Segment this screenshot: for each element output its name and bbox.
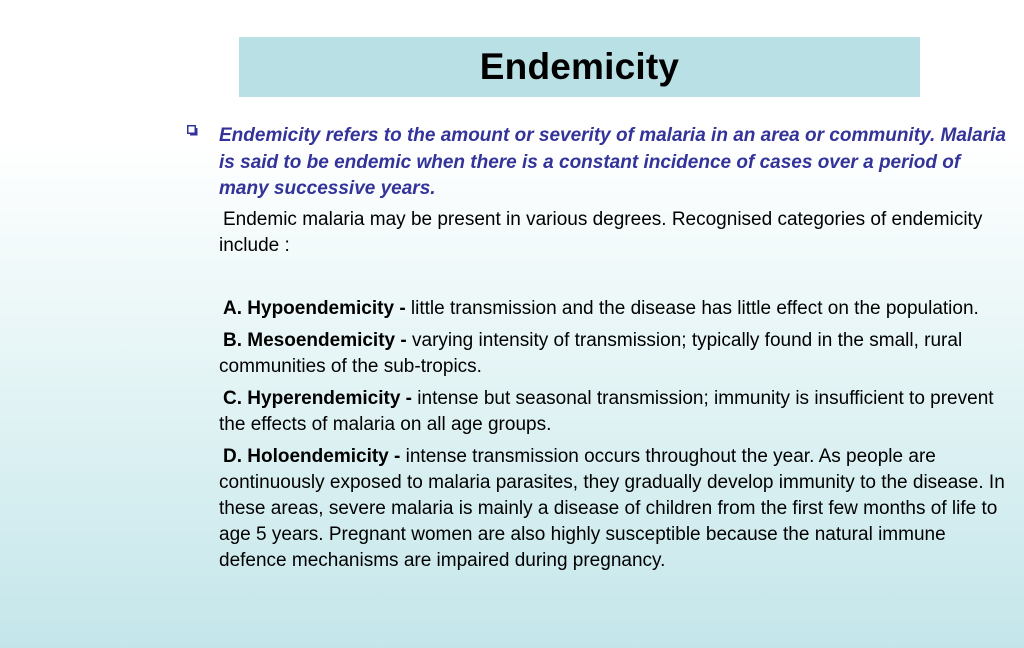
- intro-paragraph: [219, 207, 1009, 259]
- category-term: B. Mesoendemicity -: [223, 329, 407, 351]
- category-mesoendemicity: [219, 328, 1009, 380]
- category-description: varying intensity of transmission; typically found in the small, rural communities of the sub-tropics.: [219, 329, 963, 377]
- category-hypoendemicity: [219, 296, 1009, 322]
- category-holoendemicity: [219, 444, 1009, 574]
- slide-body: [219, 123, 1009, 574]
- title-banner: [239, 37, 920, 97]
- lead-bullet-text: Endemicity refers to the amount or severity of malaria in an area or community. Malaria is said to be endemic when there is a constant incidence of cases over a period of many successive years.: [219, 125, 1006, 199]
- hollow-square-bullet-icon: [187, 125, 198, 136]
- category-description: little transmission and the disease has little effect on the population.: [405, 297, 979, 319]
- category-term: A. Hypoendemicity -: [223, 297, 406, 319]
- category-description: intense transmission occurs throughout the year. As people are continuously exposed to malaria parasites, they gradually develop immunity to the disease. In these areas, severe malaria is mainly a disease of children from the first few months of life to age 5 years. Pregnant women are also highly susceptible because the natural immune defence mechanisms are impaired during pregnancy.: [219, 445, 1005, 571]
- slide-title: Endemicity: [479, 46, 680, 87]
- category-hyperendemicity: [219, 386, 1009, 438]
- intro-text: Endemic malaria may be present in various degrees. Recognised categories of endemicity include :: [219, 208, 983, 256]
- category-description: intense but seasonal transmission; immunity is insufficient to prevent the effects of malaria on all age groups.: [219, 387, 994, 435]
- category-term: C. Hyperendemicity -: [223, 387, 412, 409]
- category-term: D. Holoendemicity -: [223, 445, 401, 467]
